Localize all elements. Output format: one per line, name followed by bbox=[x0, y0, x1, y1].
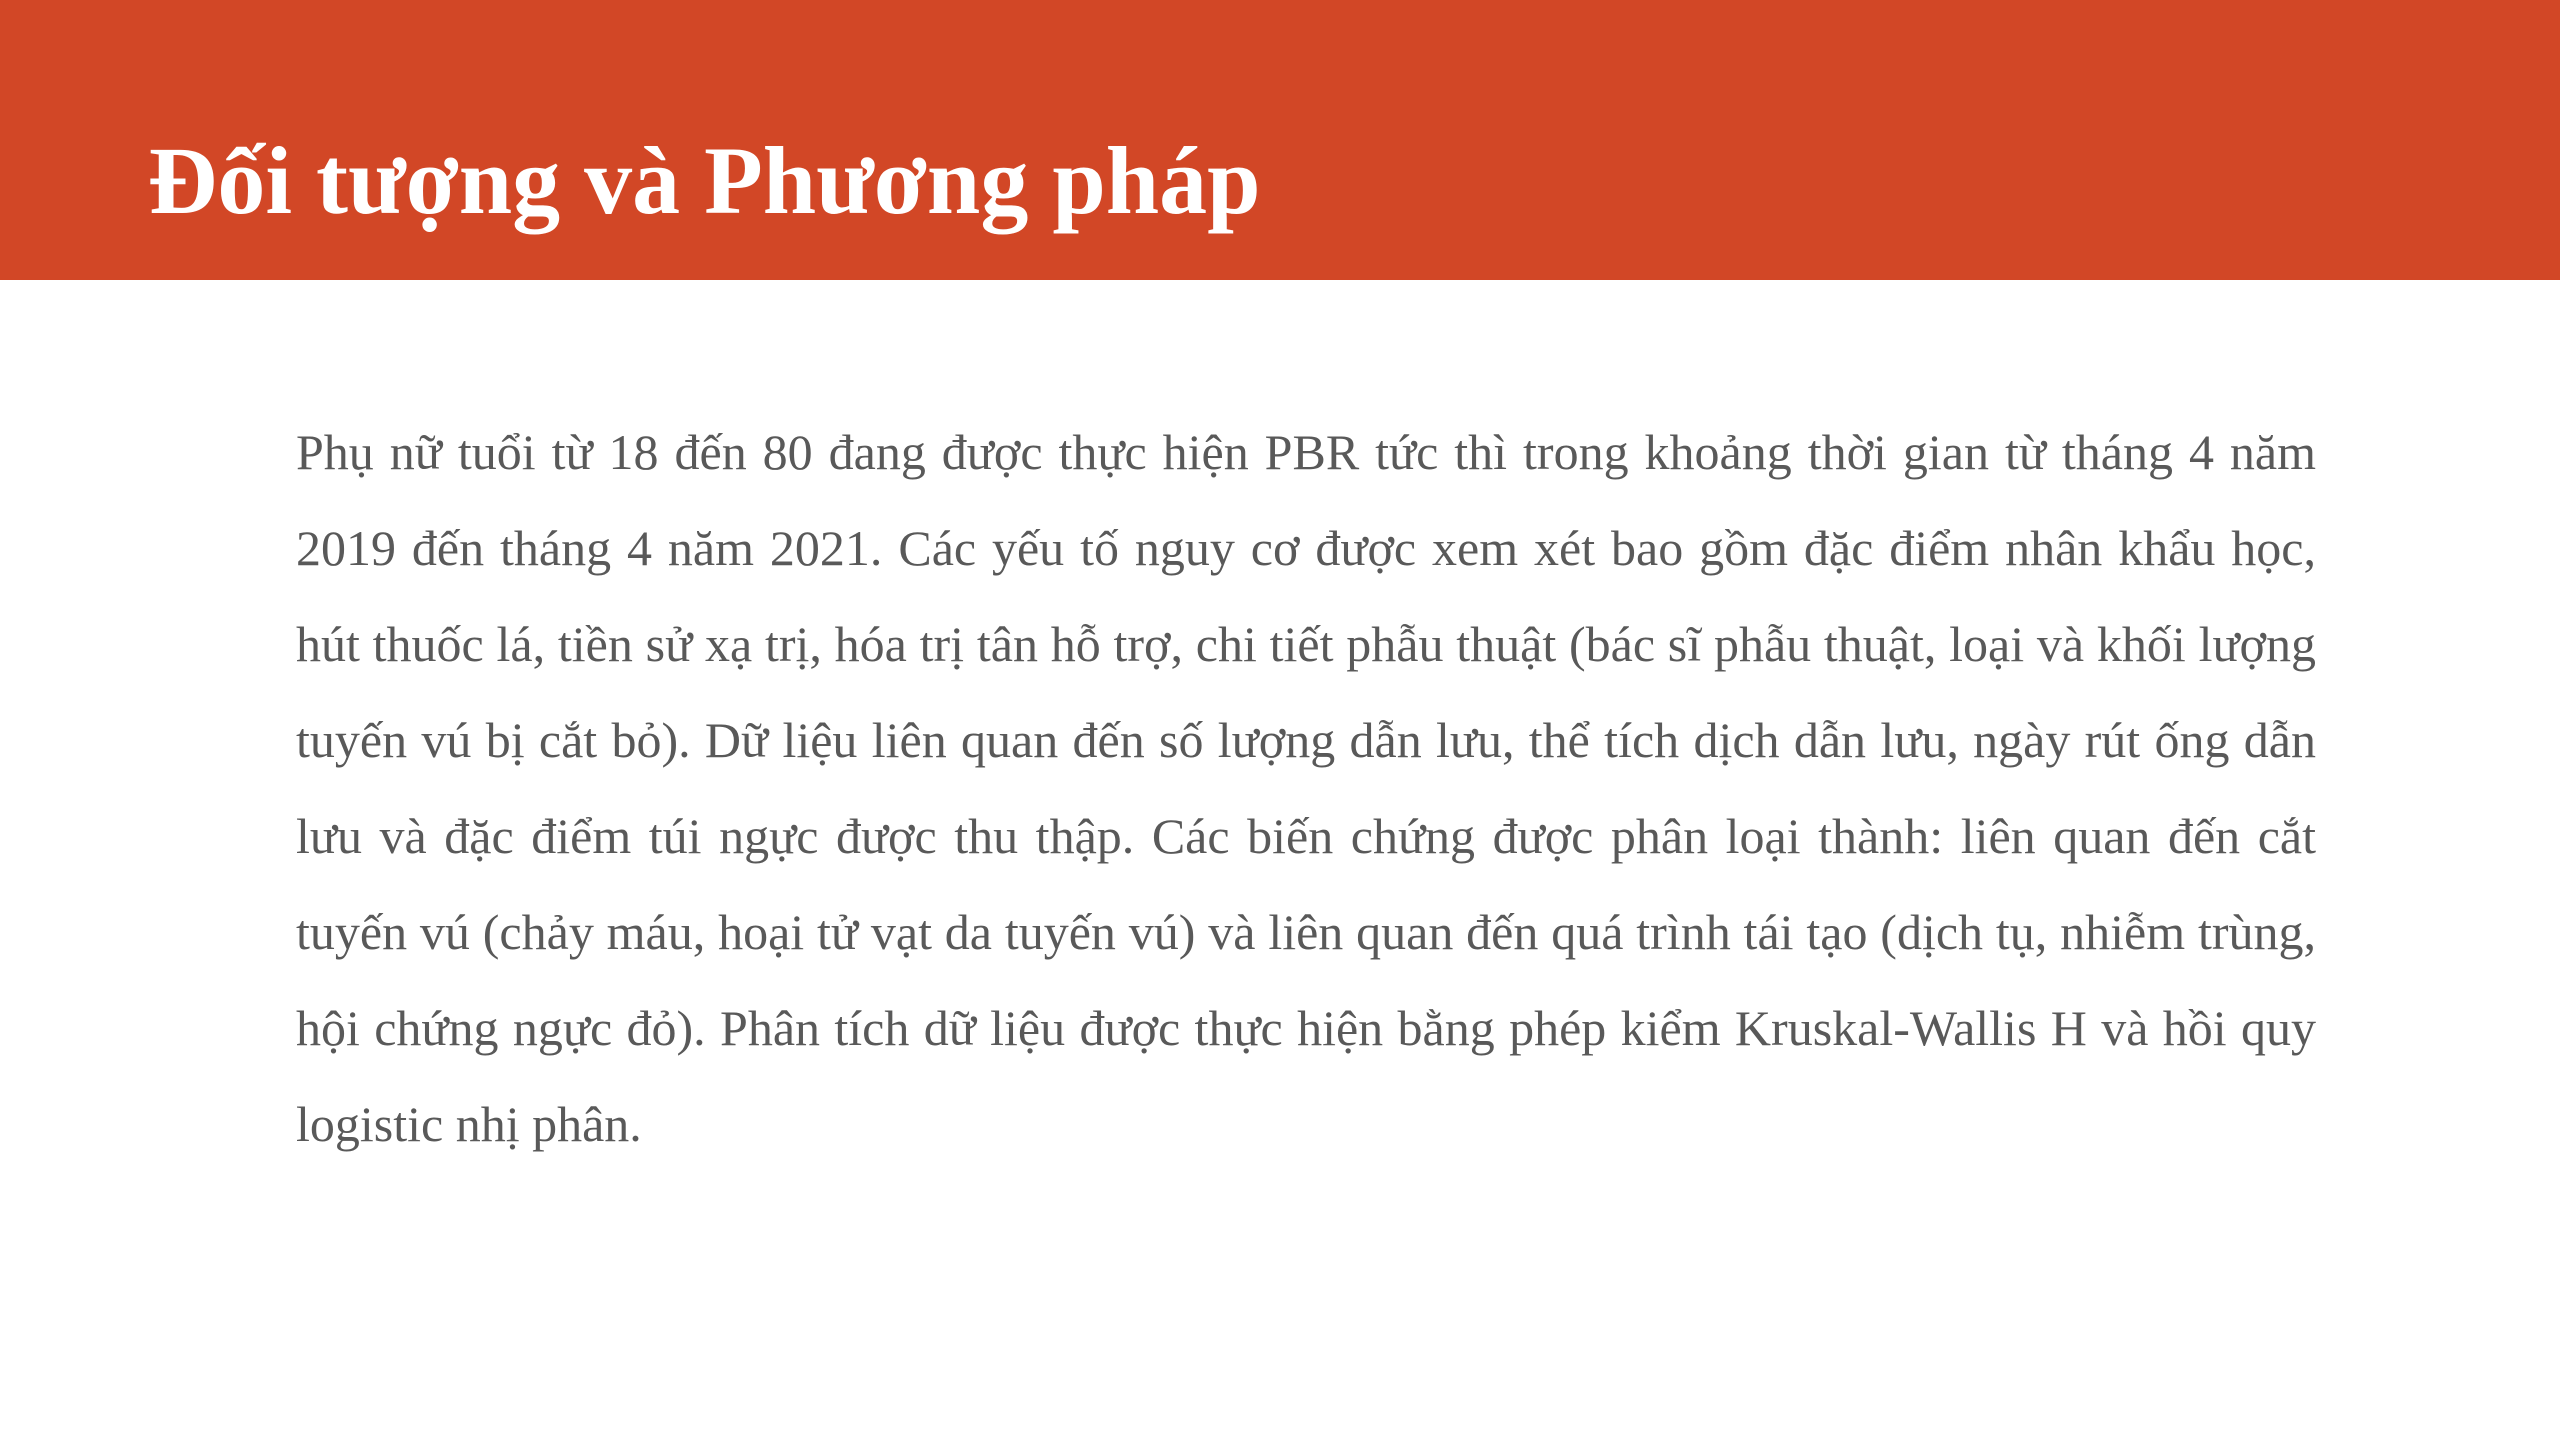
slide-title: Đối tượng và Phương pháp bbox=[148, 127, 1261, 234]
title-bar bbox=[0, 0, 2560, 280]
body-paragraph: Phụ nữ tuổi từ 18 đến 80 đang được thực hiện PBR tức thì trong khoảng thời gian từ tháng 4 năm 2019 đến tháng 4 năm 2021. Các yếu tố nguy cơ được xem xét bao gồm đặc điểm nhân khẩu học, hút thuốc lá, tiền sử xạ trị, hóa trị tân hỗ trợ, chi tiết phẫu thuật (bác sĩ phẫu thuật, loại và khối lượng tuyến vú bị cắt bỏ). Dữ liệu liên quan đến số lượng dẫn lưu, thể tích dịch dẫn lưu, ngày rút ống dẫn lưu và đặc điểm túi ngực được thu thập. Các biến chứng được phân loại thành: liên quan đến cắt tuyến vú (chảy máu, hoại tử vạt da tuyến vú) và liên quan đến quá trình tái tạo (dịch tụ, nhiễm trùng, hội chứng ngực đỏ). Phân tích dữ liệu được thực hiện bằng phép kiểm Kruskal-Wallis H và hồi quy logistic nhị phân. bbox=[296, 424, 2316, 1152]
